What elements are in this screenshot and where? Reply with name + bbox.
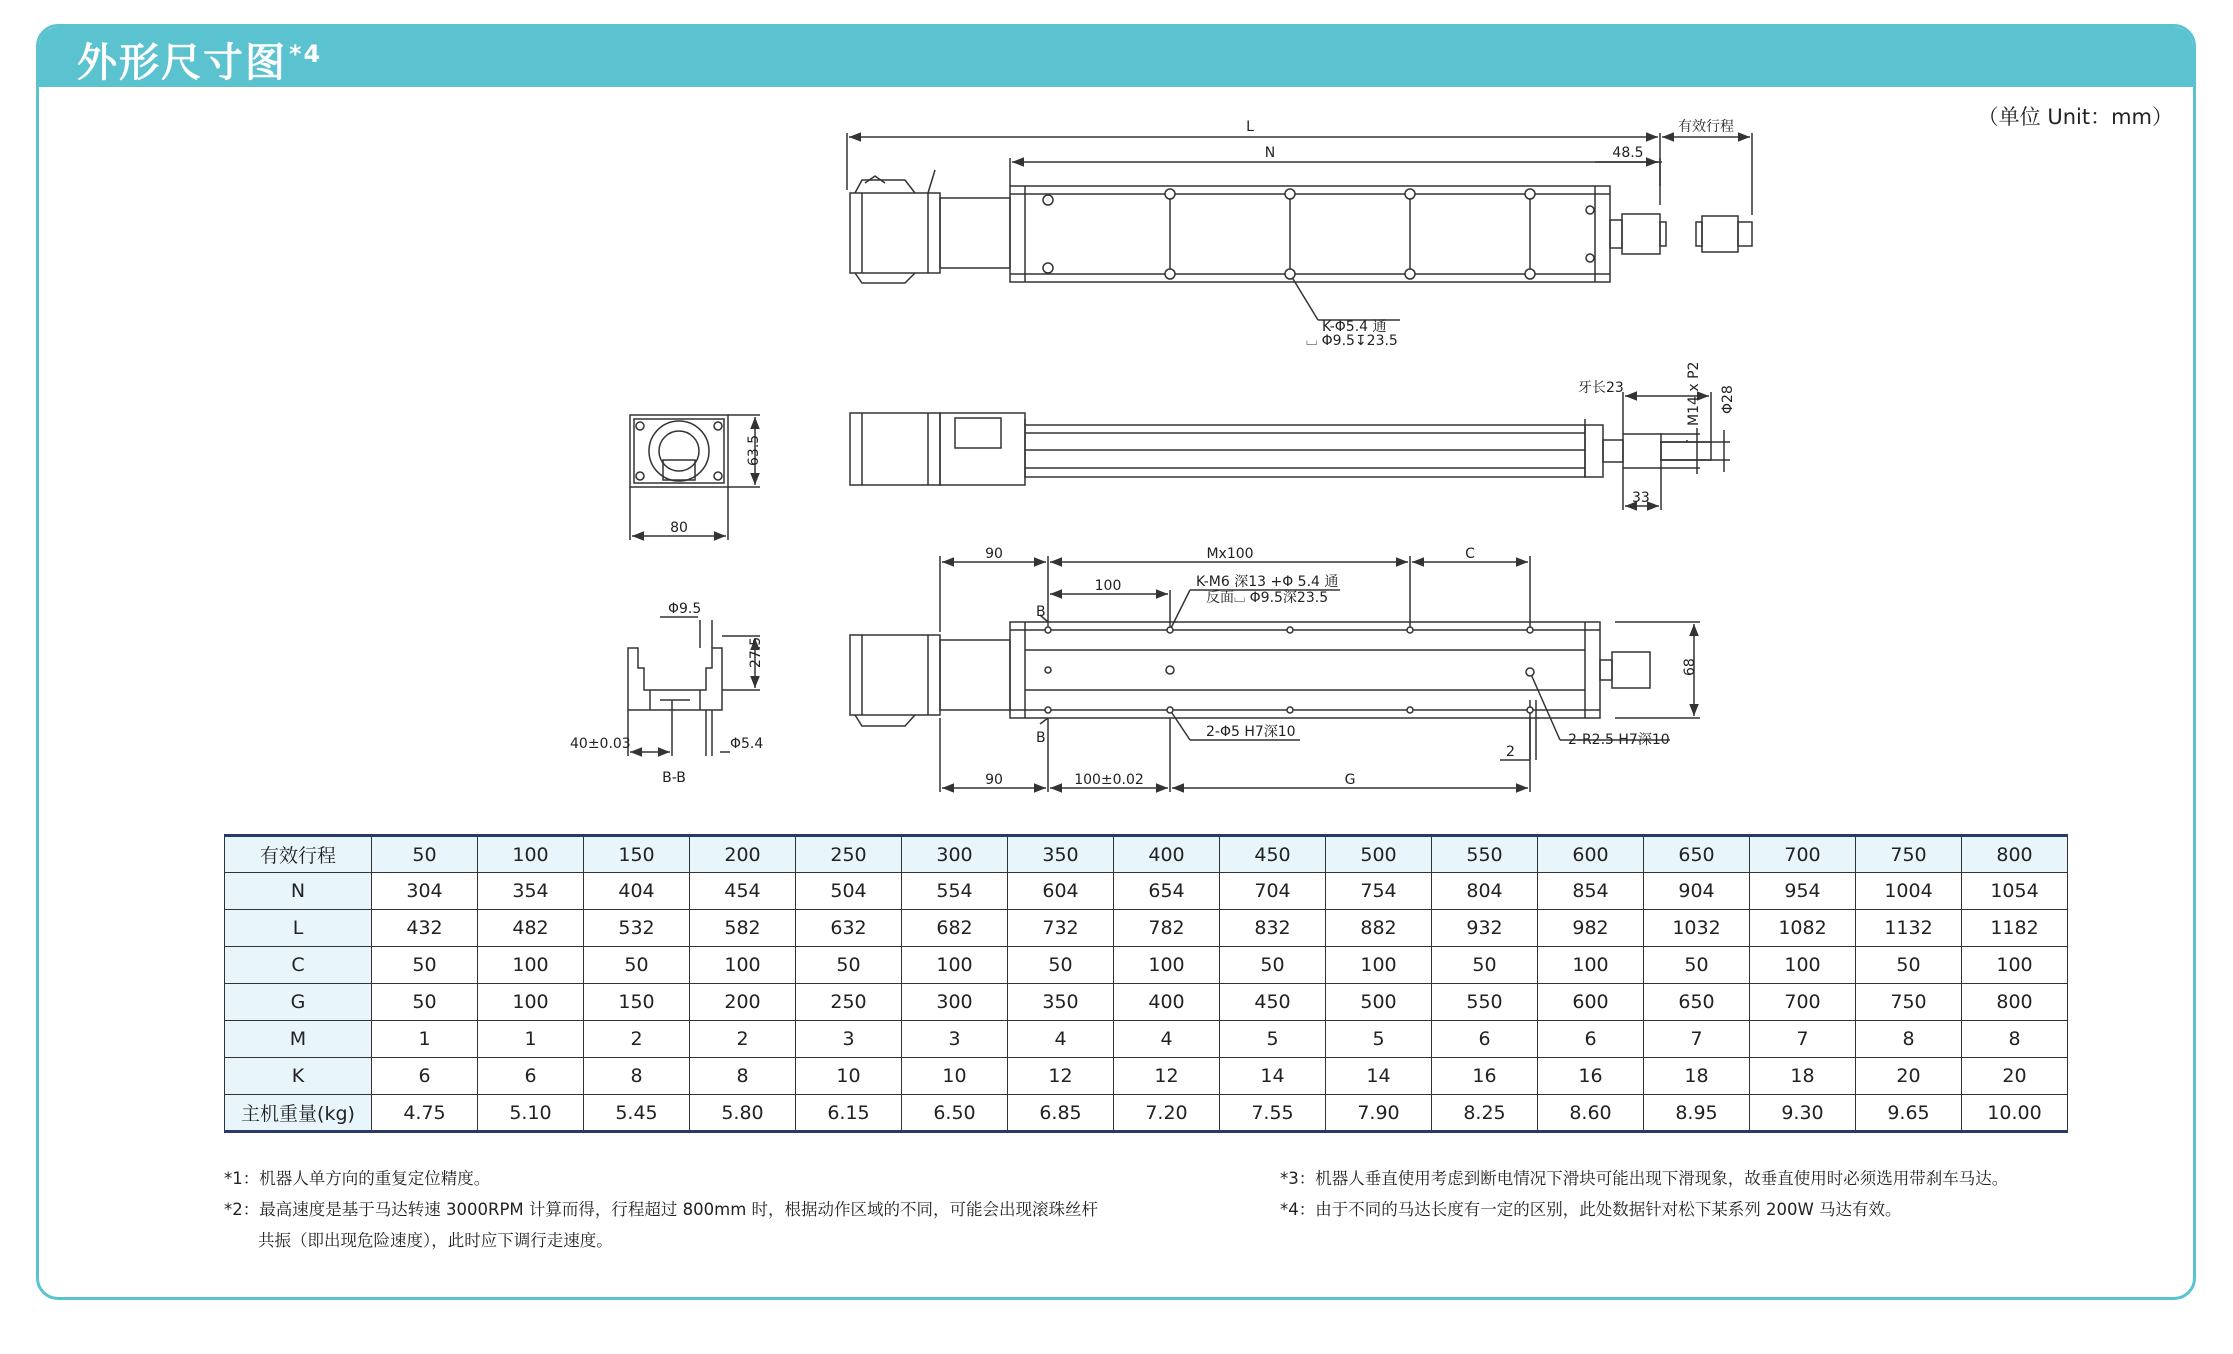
table-cell: 350 (1008, 984, 1114, 1021)
table-cell: 100 (478, 947, 584, 984)
table-cell: 682 (902, 910, 1008, 947)
dim-80: 80 (670, 520, 688, 536)
table-cell: 18 (1644, 1058, 1750, 1095)
table-cell: 1054 (1962, 873, 2068, 910)
top-view (847, 133, 1752, 320)
table-cell: 16 (1432, 1058, 1538, 1095)
table-cell: 750 (1856, 984, 1962, 1021)
table-cell: 454 (690, 873, 796, 910)
table-cell: 800 (1962, 984, 2068, 1021)
section-label: B-B (662, 770, 686, 786)
dim-90-top: 90 (985, 546, 1003, 562)
table-cell: 50 (1432, 947, 1538, 984)
table-cell: 600 (1538, 984, 1644, 1021)
dim-c: C (1465, 546, 1475, 562)
table-cell: 650 (1644, 836, 1750, 873)
table-cell: 1082 (1750, 910, 1856, 947)
table-row (225, 910, 2068, 947)
table-cell: 50 (584, 947, 690, 984)
row-header: L (225, 910, 372, 947)
table-cell: 400 (1114, 984, 1220, 1021)
title-footnote-ref: *4 (289, 39, 323, 68)
section-mark-bottom: B (1036, 730, 1046, 746)
rod-diameter: Φ28 (1720, 385, 1736, 414)
row-header: G (225, 984, 372, 1021)
table-row (225, 1058, 2068, 1095)
table-cell: 804 (1432, 873, 1538, 910)
table-cell: 4 (1114, 1021, 1220, 1058)
table-cell: 50 (372, 984, 478, 1021)
table-cell: 20 (1962, 1058, 2068, 1095)
dim-n: N (1264, 145, 1276, 161)
table-cell: 704 (1220, 873, 1326, 910)
table-cell: 8.60 (1538, 1095, 1644, 1132)
table-cell: 700 (1750, 836, 1856, 873)
table-cell: 8 (584, 1058, 690, 1095)
table-cell: 754 (1326, 873, 1432, 910)
table-cell: 100 (1538, 947, 1644, 984)
table-cell: 9.65 (1856, 1095, 1962, 1132)
table-cell: 1004 (1856, 873, 1962, 910)
table-row (225, 947, 2068, 984)
table-cell: 50 (796, 947, 902, 984)
table-cell: 200 (690, 836, 796, 873)
dim-g: G (1344, 772, 1356, 788)
table-cell: 12 (1114, 1058, 1220, 1095)
table-cell: 50 (372, 947, 478, 984)
table-cell: 404 (584, 873, 690, 910)
table-cell: 100 (1114, 947, 1220, 984)
pin-hole-label: 2-Φ5 H7深10 (1206, 724, 1296, 740)
table-cell: 3 (796, 1021, 902, 1058)
table-cell: 732 (1008, 910, 1114, 947)
table-cell: 5.45 (584, 1095, 690, 1132)
table-cell: 550 (1432, 836, 1538, 873)
table-cell: 100 (1750, 947, 1856, 984)
table-cell: 882 (1326, 910, 1432, 947)
table-cell: 450 (1220, 836, 1326, 873)
table-cell: 532 (584, 910, 690, 947)
table-cell: 7.90 (1326, 1095, 1432, 1132)
dim-27-5: 27.5 (748, 636, 764, 668)
table-cell: 632 (796, 910, 902, 947)
side-view (850, 392, 1730, 510)
k-hole-counterbore: ⌴ Φ9.5↧23.5 (1306, 333, 1398, 349)
dim-48-5: 48.5 (1612, 145, 1644, 161)
table-cell: 750 (1856, 836, 1962, 873)
table-cell: 1032 (1644, 910, 1750, 947)
row-header: 主机重量(kg) (225, 1095, 372, 1132)
table-cell: 1132 (1856, 910, 1962, 947)
table-cell: 604 (1008, 873, 1114, 910)
km6-counterbore: 反面⌴ Φ9.5深23.5 (1206, 590, 1329, 606)
table-cell: 50 (1856, 947, 1962, 984)
table-cell: 354 (478, 873, 584, 910)
table-cell: 500 (1326, 984, 1432, 1021)
dim-100: 100 (1094, 578, 1122, 594)
table-cell: 7 (1750, 1021, 1856, 1058)
table-cell: 8 (1962, 1021, 2068, 1058)
table-cell: 100 (478, 984, 584, 1021)
table-cell: 1 (372, 1021, 478, 1058)
table-cell: 300 (902, 984, 1008, 1021)
table-cell: 8 (690, 1058, 796, 1095)
table-cell: 8 (1856, 1021, 1962, 1058)
table-row (225, 984, 2068, 1021)
table-cell: 650 (1644, 984, 1750, 1021)
table-cell: 50 (1644, 947, 1750, 984)
table-cell: 5 (1220, 1021, 1326, 1058)
table-cell: 7 (1644, 1021, 1750, 1058)
table-cell: 450 (1220, 984, 1326, 1021)
table-cell: 6.15 (796, 1095, 902, 1132)
table-cell: 350 (1008, 836, 1114, 873)
table-cell: 504 (796, 873, 902, 910)
dim-l: L (1246, 119, 1254, 135)
km6-label: K-M6 深13 +Φ 5.4 通 (1196, 574, 1339, 590)
table-cell: 7.55 (1220, 1095, 1326, 1132)
unit-label: （单位 Unit：mm） (1977, 105, 2173, 129)
thread-spec: M14 x P2 (1686, 361, 1702, 426)
table-row (225, 1095, 2068, 1132)
table-cell: 16 (1538, 1058, 1644, 1095)
row-header: K (225, 1058, 372, 1095)
table-cell: 20 (1856, 1058, 1962, 1095)
dim-63-5: 63.5 (746, 434, 762, 466)
table-cell: 7.20 (1114, 1095, 1220, 1132)
row-header: M (225, 1021, 372, 1058)
note-2: *2：最高速度是基于马达转速 3000RPM 计算而得，行程超过 800mm 时，根据动作区域的不同，可能会出现滚珠丝杆 (224, 1200, 1099, 1219)
table-cell: 800 (1962, 836, 2068, 873)
bb-hole-diameter: Φ9.5 (668, 601, 702, 617)
notes-right (1280, 1163, 2008, 1225)
table-cell: 932 (1432, 910, 1538, 947)
table-cell: 10.00 (1962, 1095, 2068, 1132)
table-cell: 782 (1114, 910, 1220, 947)
table-cell: 50 (1008, 947, 1114, 984)
table-cell: 700 (1750, 984, 1856, 1021)
table-cell: 854 (1538, 873, 1644, 910)
table-cell: 1 (478, 1021, 584, 1058)
table-cell: 554 (902, 873, 1008, 910)
dim-100-tol: 100±0.02 (1074, 772, 1144, 788)
table-cell: 904 (1644, 873, 1750, 910)
dim-33: 33 (1632, 490, 1650, 506)
table-cell: 150 (584, 984, 690, 1021)
table-cell: 100 (478, 836, 584, 873)
table-cell: 954 (1750, 873, 1856, 910)
table-cell: 600 (1538, 836, 1644, 873)
table-cell: 300 (902, 836, 1008, 873)
dim-stroke: 有效行程 (1678, 119, 1734, 135)
table-cell: 400 (1114, 836, 1220, 873)
section-mark-top: B (1036, 604, 1046, 620)
table-cell: 4 (1008, 1021, 1114, 1058)
table-cell: 6.50 (902, 1095, 1008, 1132)
slot-label: 2-R2.5 H7深10 (1568, 732, 1670, 748)
table-cell: 50 (1220, 947, 1326, 984)
dim-mx100: Mx100 (1206, 546, 1254, 562)
table-row (225, 836, 2068, 873)
table-cell: 6 (478, 1058, 584, 1095)
table-cell: 8.95 (1644, 1095, 1750, 1132)
table-cell: 6.85 (1008, 1095, 1114, 1132)
table-cell: 18 (1750, 1058, 1856, 1095)
dim-90-bottom: 90 (985, 772, 1003, 788)
note-3: *3：机器人垂直使用考虑到断电情况下滑块可能出现下滑现象，故垂直使用时必须选用带刹车马达。 (1280, 1169, 2009, 1188)
table-cell: 3 (902, 1021, 1008, 1058)
dim-2: 2 (1506, 744, 1515, 760)
table-row (225, 873, 2068, 910)
table-cell: 5 (1326, 1021, 1432, 1058)
table-cell: 482 (478, 910, 584, 947)
table-cell: 14 (1326, 1058, 1432, 1095)
table-cell: 4.75 (372, 1095, 478, 1132)
table-cell: 432 (372, 910, 478, 947)
table-cell: 304 (372, 873, 478, 910)
table-cell: 12 (1008, 1058, 1114, 1095)
table-cell: 2 (690, 1021, 796, 1058)
table-cell: 100 (902, 947, 1008, 984)
table-cell: 2 (584, 1021, 690, 1058)
table-cell: 982 (1538, 910, 1644, 947)
table-cell: 10 (796, 1058, 902, 1095)
end-view (630, 415, 760, 540)
table-cell: 8.25 (1432, 1095, 1538, 1132)
table-cell: 582 (690, 910, 796, 947)
table-cell: 250 (796, 984, 902, 1021)
table-row (225, 1021, 2068, 1058)
table-cell: 100 (690, 947, 796, 984)
row-header: 有效行程 (225, 836, 372, 873)
dim-40: 40±0.03 (570, 736, 631, 752)
table-cell: 250 (796, 836, 902, 873)
table-cell: 100 (1326, 947, 1432, 984)
k-hole-label: K-Φ5.4 通 (1322, 319, 1387, 335)
table-cell: 1182 (1962, 910, 2068, 947)
table-cell: 9.30 (1750, 1095, 1856, 1132)
table-cell: 5.80 (690, 1095, 796, 1132)
notes-left (224, 1163, 1098, 1256)
table-cell: 832 (1220, 910, 1326, 947)
tooth-length: 牙长23 (1578, 380, 1624, 396)
table-cell: 50 (372, 836, 478, 873)
note-1: *1：机器人单方向的重复定位精度。 (224, 1169, 491, 1188)
row-header: C (225, 947, 372, 984)
page-title-text: 外形尺寸图 (77, 40, 287, 86)
table-cell: 6 (1432, 1021, 1538, 1058)
row-header: N (225, 873, 372, 910)
table-cell: 500 (1326, 836, 1432, 873)
table-cell: 150 (584, 836, 690, 873)
table-cell: 14 (1220, 1058, 1326, 1095)
note-2-cont: 共振（即出现危险速度），此时应下调行走速度。 (258, 1231, 613, 1250)
table-cell: 6 (1538, 1021, 1644, 1058)
table-cell: 100 (1962, 947, 2068, 984)
bb-pin-diameter: Φ5.4 (730, 736, 764, 752)
table-cell: 550 (1432, 984, 1538, 1021)
table-cell: 654 (1114, 873, 1220, 910)
note-4: *4：由于不同的马达长度有一定的区别，此处数据针对松下某系列 200W 马达有效。 (1280, 1200, 1902, 1219)
table-cell: 6 (372, 1058, 478, 1095)
table-cell: 200 (690, 984, 796, 1021)
table-cell: 5.10 (478, 1095, 584, 1132)
table-cell: 10 (902, 1058, 1008, 1095)
dim-68: 68 (1682, 658, 1698, 676)
spec-table (224, 834, 2068, 1133)
